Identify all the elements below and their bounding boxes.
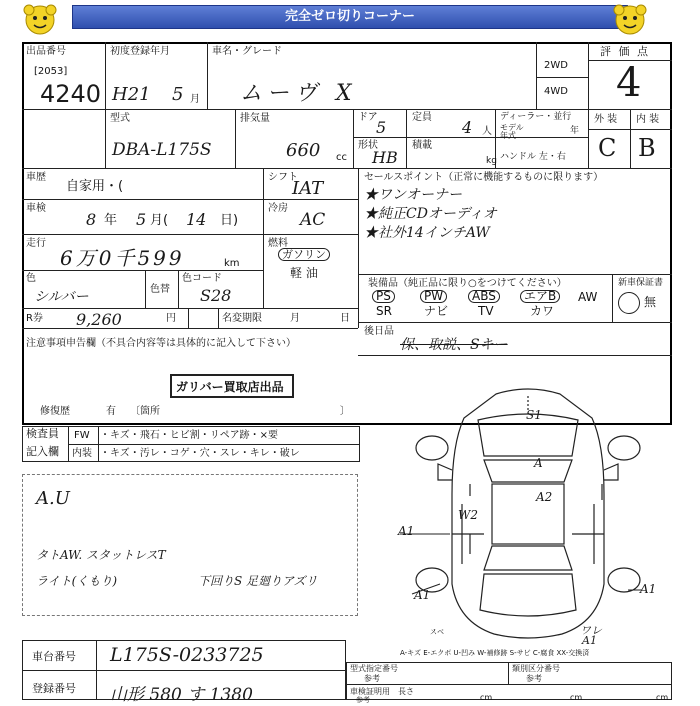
recycle-value: 9,260: [76, 310, 122, 329]
diagram-a1-left: A1: [398, 524, 415, 538]
inspection-year-unit: 年: [104, 213, 118, 228]
body-type-label: 形状: [358, 140, 378, 151]
inspection-month-unit: 月(: [150, 213, 169, 228]
model-label: 型式: [110, 113, 130, 124]
remark-3: ライト(くもり): [36, 574, 118, 588]
aftermarket-value: 保、取説、Sキー: [400, 337, 508, 353]
registration-value: 山形 580 す 1380: [110, 685, 253, 705]
load-label: 積載: [412, 140, 432, 151]
exterior-value: C: [598, 134, 617, 162]
interior-value: B: [638, 134, 656, 162]
equip-leather: カワ: [530, 304, 555, 318]
equipment-label: 装備品（純正品に限り○をつけてください）: [368, 278, 567, 289]
cert-cm-1: cm: [480, 693, 493, 702]
notes-stamp-text: ガリバー買取店出品: [176, 380, 284, 394]
mileage-label: 走行: [26, 238, 46, 249]
capacity-label: 定員: [412, 112, 432, 123]
mileage-unit: km: [224, 258, 240, 269]
inspector-label-1: 検査員: [26, 427, 59, 440]
model-value: DBA-L175S: [112, 140, 212, 160]
equip-aw: AW: [578, 290, 598, 304]
equip-sr: SR: [376, 304, 392, 318]
inspector-row2-label: 内装: [72, 448, 92, 459]
color-code-label: 色コード: [182, 273, 222, 284]
warranty-label: 新車保証書: [618, 278, 664, 288]
history-value: 自家用・(: [66, 179, 124, 194]
inspector-label-2: 記入欄: [26, 445, 59, 458]
ac-value: AC: [300, 210, 326, 230]
dealer-label: ディーラー・並行: [500, 112, 572, 122]
cert-cm-3: cm: [656, 693, 669, 702]
type-designation-ref: 参考: [364, 674, 380, 683]
warranty-value: 無: [644, 295, 657, 309]
interior-label: 内 装: [636, 114, 660, 125]
diagram-a1-bottom-left: A1: [414, 588, 431, 602]
equip-abs-text: ABS: [468, 290, 500, 303]
color-value: シルバー: [34, 289, 89, 305]
displacement-unit: cc: [336, 152, 347, 163]
notes-label: 注意事項申告欄（不具合内容等は具体的に記入して下さい）: [26, 338, 296, 349]
equip-airbag-text: エアB: [520, 290, 560, 303]
car-name-label: 車名・グレード: [212, 46, 282, 57]
ac-label: 冷房: [268, 203, 288, 214]
diagram-w2: W2: [458, 508, 478, 522]
capacity-unit: 人: [482, 126, 492, 137]
mascot-left-icon: [22, 3, 58, 37]
warranty-circle-icon: [618, 292, 640, 314]
remark-2: タトAW. スタットレスT: [36, 548, 166, 562]
diagram-a: A: [534, 456, 543, 470]
score-value: 4: [616, 60, 642, 106]
recycle-label: R券: [26, 313, 43, 324]
color-label: 色: [26, 273, 36, 284]
first-reg-month-unit: 月: [190, 94, 200, 105]
diagram-a2: A2: [536, 490, 553, 504]
class-number-label: 類別区分番号: [512, 664, 560, 673]
remark-4: 下回りS 足廻りアズリ: [198, 574, 318, 588]
inspection-month: 5: [136, 210, 147, 229]
inspector-row1: ・キズ・飛石・ヒビ割・リペア跡・×要: [100, 430, 278, 441]
equip-pw-text: PW: [420, 290, 447, 303]
equip-abs: [468, 290, 500, 303]
recycle-unit: 円: [166, 313, 176, 324]
shift-value: IAT: [292, 178, 324, 199]
body-type-value: HB: [372, 148, 398, 167]
inspector-row1-label: FW: [74, 430, 90, 441]
color-change-label: 色替: [150, 284, 170, 295]
drive-4wd: 4WD: [544, 86, 568, 97]
capacity-value: 4: [462, 118, 473, 137]
repair-value: 有: [106, 406, 116, 417]
cert-cm-2: cm: [570, 693, 583, 702]
sales-points-label: セールスポイント（正常に機能するものに限ります）: [364, 172, 604, 183]
lot-number: 4240: [40, 80, 102, 108]
score-label: 評 価 点: [600, 45, 650, 58]
repair-label: 修復歴: [40, 406, 70, 417]
mascot-right-icon: [612, 3, 648, 37]
repair-close: 〕: [340, 406, 350, 417]
first-reg-month: 5: [172, 84, 184, 105]
model-year-label: モデル 年式: [500, 123, 524, 140]
lot-code: [2053]: [34, 66, 68, 77]
banner-title: 完全ゼロ切りコーナー: [72, 5, 628, 29]
cert-label: 車検証明用: [350, 687, 390, 696]
load-unit: kg: [486, 156, 497, 166]
diagram-a1-right: A1: [640, 582, 657, 596]
diagram-wa-a1: A1: [582, 634, 597, 647]
inspection-label: 車検: [26, 203, 46, 214]
doors-label: ドア: [358, 112, 378, 123]
fuel-diesel: 軽 油: [290, 266, 318, 280]
chassis-label: 車台番号: [32, 650, 76, 663]
equip-ps-text: PS: [372, 290, 395, 303]
remarks-box: [22, 474, 358, 616]
name-change-unit-month: 月: [290, 313, 300, 324]
mileage-value: 6万0千599: [60, 246, 185, 270]
model-year-unit: 年: [570, 126, 580, 136]
inspection-day: 14: [186, 210, 207, 229]
equip-navi: ナビ: [424, 304, 449, 318]
equip-tv: TV: [478, 304, 494, 318]
remark-1: A.U: [36, 488, 70, 509]
handle-label: ハンドル 左・右: [500, 152, 566, 162]
color-code-value: S28: [200, 286, 232, 305]
cert-length: 長さ: [398, 687, 414, 696]
history-label: 車歴: [26, 172, 46, 183]
car-name-value: ムーヴ X: [240, 81, 358, 106]
class-number-ref: 参考: [526, 674, 542, 683]
damage-legend: A-キズ E-エクボ U-凹み W-補修跡 S-サビ C-腐食 XX-交換済: [400, 649, 590, 657]
diagram-sub: スベ: [430, 628, 444, 636]
sales-point-3: ★社外14インチAW: [364, 225, 490, 241]
displacement-value: 660: [286, 140, 321, 161]
inspection-year: 8: [86, 210, 97, 229]
repair-place: 〔箇所: [130, 406, 160, 417]
sales-point-1: ★ワンオーナー: [364, 187, 462, 203]
name-change-label: 名変期限: [222, 313, 262, 324]
car-damage-diagram: [392, 384, 664, 646]
notes-stamp: [170, 374, 294, 398]
first-reg-era: H21: [112, 84, 151, 105]
lot-label: 出品番号: [26, 46, 66, 57]
registration-label: 登録番号: [32, 682, 76, 695]
displacement-label: 排気量: [240, 113, 270, 124]
diagram-wa: ワレ: [580, 624, 602, 637]
fuel-gasoline-circled: ガソリン: [278, 248, 330, 261]
type-designation-label: 型式指定番号: [350, 664, 398, 673]
shift-label: シフト: [268, 172, 298, 183]
equip-airbag: [520, 290, 560, 303]
name-change-unit-day: 日: [340, 313, 350, 324]
equip-pw: [420, 290, 447, 303]
fuel-label: 燃料: [268, 238, 288, 249]
exterior-label: 外 装: [594, 114, 618, 125]
inspection-day-unit: 日): [220, 213, 239, 228]
chassis-value: L175S-0233725: [110, 644, 264, 666]
equip-ps: [372, 290, 395, 303]
inspector-row2: ・キズ・汚レ・コゲ・穴・スレ・キレ・破レ: [100, 448, 300, 459]
drive-2wd: 2WD: [544, 60, 568, 71]
diagram-s1: S1: [526, 408, 542, 422]
first-reg-label: 初度登録年月: [110, 46, 170, 57]
aftermarket-label: 後日品: [364, 326, 394, 337]
cert-ref: 参考: [356, 696, 370, 704]
fuel-gasoline: [278, 248, 330, 261]
doors-value: 5: [376, 118, 387, 137]
sales-point-2: ★純正CDオーディオ: [364, 206, 497, 222]
